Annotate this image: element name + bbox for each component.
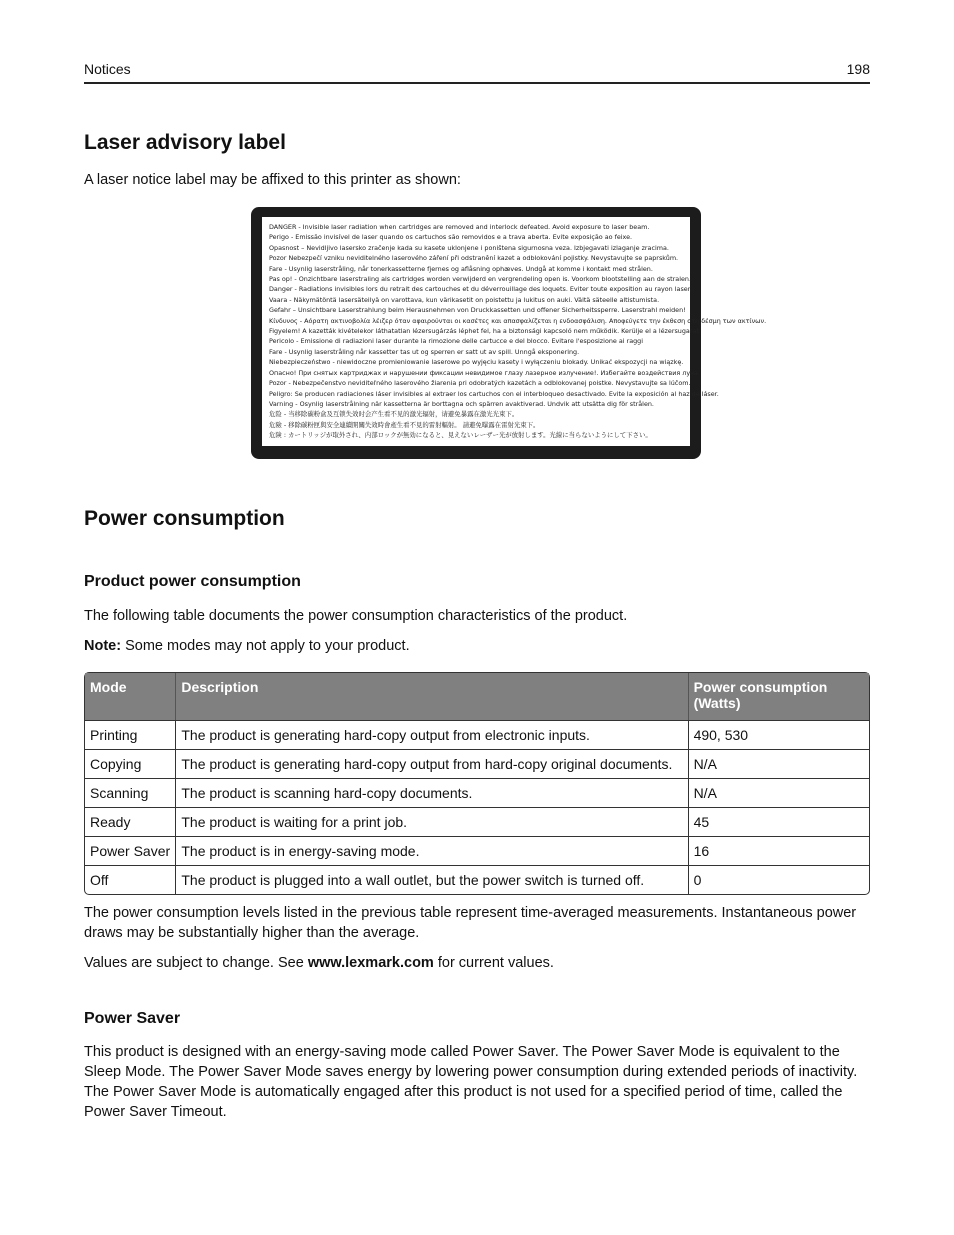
- table-row: [85, 836, 869, 865]
- laser-label-line: Figyelem! A kazetták kivételekor láthatatlan lézersugárzás léphet fel, ha a biztonsági kapcsoló nem működik. Kerülje el a lézersugarat.: [269, 327, 701, 336]
- page-header: [84, 60, 870, 84]
- header-description: Description: [176, 673, 688, 720]
- laser-label-line: Pozor Nebezpečí vzniku neviditelného laserového záření při odstranění kazet a odblokování pojistky. Nevystavujte se paprskům.: [269, 254, 679, 263]
- cell-power: 0: [689, 865, 869, 894]
- laser-label-line: 危险 - 当移除碳粉盒及互锁失效时会产生看不见的激光辐射，请避免暴露在激光光束下。: [269, 410, 519, 419]
- laser-label-line: Vaara - Näkymätöntä lasersäteilyä on varottava, kun värikasetit on poistettu ja lukitus on auki. Vältä säteelle altistumista.: [269, 295, 660, 304]
- power-intro: The following table documents the power consumption characteristics of the product.: [84, 608, 628, 624]
- laser-label-line: Fare - Usynlig laserstråling når kassetter tas ut og sperren er satt ut av spill. Unngå eksponering.: [269, 347, 580, 356]
- table-row: [85, 720, 869, 749]
- laser-notice-label: [251, 207, 767, 459]
- laser-intro: A laser notice label may be affixed to this printer as shown:: [84, 172, 461, 188]
- table-row: [85, 778, 869, 807]
- after-table-text: The power consumption levels listed in the previous table represent time-averaged measurements. Instantaneous power draws may be substantially higher than the average.: [84, 905, 857, 941]
- laser-label-line: 危險 - 移除碳粉匣與安全連續開關失效時會產生看不見的雷射輻射。 請避免曝露在雷射光束下。: [269, 420, 540, 429]
- cell-power: 45: [689, 807, 869, 836]
- laser-label-line: Varning - Osynlig laserstrålning när kassetterna är borttagna och spärren avaktiverad. Undvik att utsätta dig för strålen.: [269, 399, 654, 408]
- lexmark-link[interactable]: www.lexmark.com: [307, 955, 434, 971]
- product-power-subtitle: Product power consumption: [84, 573, 301, 590]
- cell-description: The product is generating hard-copy output from hard-copy original documents.: [176, 749, 688, 778]
- note-text: Some modes may not apply to your product.: [121, 638, 410, 654]
- power-saver-title: Power Saver: [84, 1010, 181, 1027]
- cell-description: The product is scanning hard-copy documents.: [176, 778, 688, 807]
- cell-description: The product is plugged into a wall outlet, but the power switch is turned off.: [176, 865, 688, 894]
- values-suffix: for current values.: [433, 955, 554, 971]
- table-row: [85, 865, 869, 894]
- cell-description: The product is generating hard-copy output from electronic inputs.: [176, 720, 688, 749]
- table-row: [85, 749, 869, 778]
- laser-label-line: Opasnost – Nevidljivo lasersko zračenje kada su kasete uklonjene i poništena sigurnosna veza. Izbjegavati izlaganje zracima.: [269, 243, 669, 252]
- laser-label-line: Pericolo - Emissione di radiazioni laser durante la rimozione delle cartucce e del blocco. Evitare l'esposizione ai raggi: [269, 337, 644, 346]
- laser-label-line: 危険 : カートリッジが取外され、内部ロックが無効になると、見えないレーザー光が放射します。光線に当らないようにして下さい。: [269, 431, 652, 440]
- header-power-text: Power consumption (Watts): [693, 679, 828, 711]
- laser-label-line: Danger - Radiations invisibles lors du retrait des cartouches et du déverrouillage des loquets. Eviter toute exposition au rayon laser.: [269, 285, 692, 294]
- values-note: [84, 953, 870, 973]
- cell-mode: Printing: [85, 720, 176, 749]
- table-row: [85, 807, 869, 836]
- cell-mode: Power Saver: [85, 836, 176, 865]
- laser-section-title: Laser advisory label: [84, 131, 286, 154]
- cell-mode: Ready: [85, 807, 176, 836]
- cell-power: N/A: [689, 778, 869, 807]
- values-prefix: Values are subject to change. See: [84, 955, 308, 971]
- power-consumption-table: [84, 672, 870, 895]
- cell-mode: Scanning: [85, 778, 176, 807]
- cell-description: The product is waiting for a print job.: [176, 807, 688, 836]
- table-header-row: [85, 673, 869, 720]
- cell-power: 16: [689, 836, 869, 865]
- header-power: [689, 673, 869, 720]
- header-section-name: Notices: [84, 61, 131, 77]
- laser-label-line: Опасно! При снятых картриджах и нарушении фиксации невидимое глазу лазерное излучение!. Избегайте воздействия луча.: [269, 368, 700, 377]
- cell-mode: Off: [85, 865, 176, 894]
- power-section-title: Power consumption: [84, 507, 285, 530]
- cell-description: The product is in energy-saving mode.: [176, 836, 688, 865]
- header-mode: Mode: [85, 673, 176, 720]
- laser-label-line: Perigo - Emissão invisível de laser quando os cartuchos são removidos e a trava aberta. Evite exposição ao feixe.: [269, 233, 633, 242]
- laser-label-line: Pozor - Nebezpečenstvo neviditeľného laserového žiarenia pri odobratých kazetách a odblokovanej poistke. Nevystavujte sa lúčom.: [269, 379, 691, 388]
- note-label: Note:: [84, 638, 122, 654]
- power-saver-body: This product is designed with an energy-saving mode called Power Saver. The Power Saver Mode is equivalent to the Sleep Mode. The Power Saver Mode saves energy by lowering power consumption during extended periods of inactivity. The Power Saver Mode is automatically engaged after this product is not used for a specified period of time, called the Power Saver Timeout.: [84, 1044, 858, 1120]
- laser-label-line: DANGER - Invisible laser radiation when cartridges are removed and interlock defeated. Avoid exposure to laser beam.: [269, 223, 650, 231]
- laser-label-line: Fare - Usynlig laserstråling, når tonerkassetterne fjernes og aflåsning ophæves. Undgå at komme i kontakt med strålen.: [269, 264, 653, 273]
- laser-label-line: Κίνδυνος - Αόρατη ακτινοβολία λέιζερ όταν αφαιρούνται οι κασέτες και απασφαλίζεται η ενδοασφάλιση. Αποφεύγετε την έκθεση στη δέσμη των ακτίνων.: [269, 316, 767, 325]
- page-number: 198: [846, 61, 870, 77]
- laser-label-text: [262, 217, 767, 446]
- laser-label-line: Peligro: Se producen radiaciones láser invisibles al extraer los cartuchos con el interbloqueo desactivado. Evite la exposición al haz de láser.: [269, 389, 719, 398]
- cell-power: N/A: [689, 749, 869, 778]
- cell-power: 490, 530: [689, 720, 869, 749]
- laser-label-line: Niebezpieczeństwo - niewidoczne promieniowanie laserowe po wyjęciu kasety i wyłączeniu blokady. Unikać ekspozycji na wiązkę.: [269, 358, 684, 367]
- laser-label-line: Pas op! - Onzichtbare laserstraling als cartridges worden verwijderd en vergrendeling open is. Voorkom blootstelling aan de stralen.: [269, 275, 691, 284]
- power-note: [84, 636, 870, 656]
- cell-mode: Copying: [85, 749, 176, 778]
- laser-label-line: Gefahr – Unsichtbare Laserstrahlung beim Herausnehmen von Druckkassetten und offener Sicherheitssperre. Laserstrahl meiden!: [269, 306, 686, 315]
